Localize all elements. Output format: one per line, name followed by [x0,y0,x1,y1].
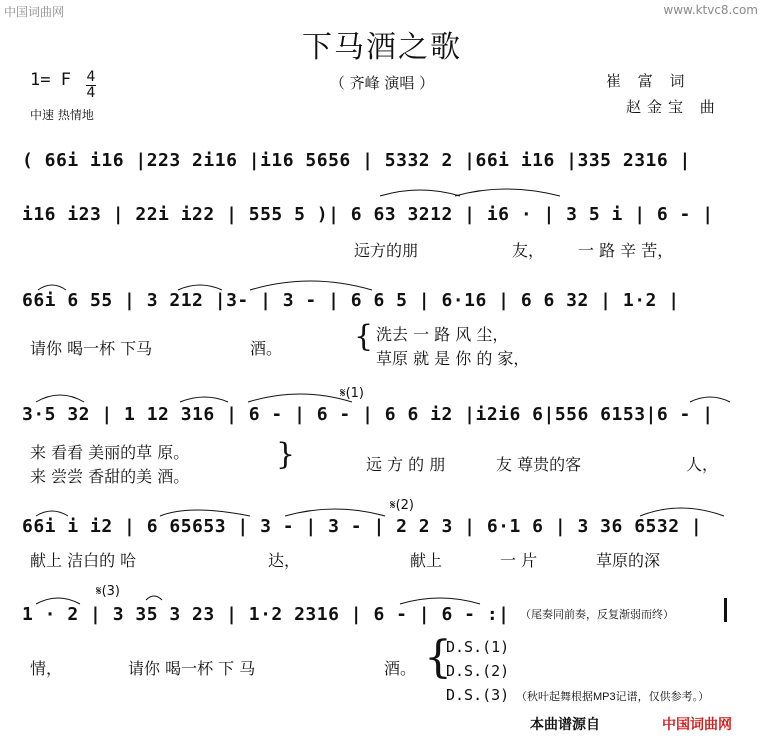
lyric-row-1a: 远方的朋 [354,241,419,260]
lyric-row-1c: 一 路 辛 苦， [578,241,674,260]
lyric-row-1b: 友， [512,241,545,260]
outro-note: （尾奏同前奏，反复渐弱而终） [520,609,674,621]
lyric-row-5a: 情， [30,659,63,678]
tempo-marking: 中速 热情地 [30,108,94,122]
key-signature: 1= F [30,70,71,90]
segno-1: 𝄋(1) [340,386,365,401]
score-line-1: ( 66i i16 |223 2i16 |i16 5656 | 5332 2 |66i i16 |335 2316 | [22,150,691,171]
watermark-left: 中国词曲网 [4,5,65,19]
ds-3: D.S.(3) [446,686,510,704]
lyric-row-4c: 献上 [410,551,443,570]
ds-3-note: （秋叶起舞根据MP3记谱，仅供参考。） [516,691,710,703]
song-title: 下马酒之歌 [302,30,462,65]
time-sig-top: 4 [86,69,96,85]
segno-3: 𝄋(3) [96,584,121,599]
watermark-right: www.ktvc8.com [663,3,758,17]
lyric-brace-2: } [276,437,296,472]
lyric-row-3b-a: 远 方 的 朋 [366,455,446,474]
final-barline [724,598,727,622]
score-line-5: 66i i i2 | 6 65653 | 3 - | 3 - | 2 2 3 | 6·1 6 | 3 36 6532 | [22,516,703,537]
time-sig-bottom: 4 [86,85,96,101]
segno-1-label: (1) [345,386,365,401]
lyric-row-4b: 达， [268,551,301,570]
ds-brace: { [424,632,452,683]
lyric-row-4d: 一 片 [500,551,538,570]
lyric-row-4a: 献上 洁白的 哈 [30,551,137,570]
footer-source-label: 本曲谱源自 [530,717,600,733]
footer-site-name[interactable]: 中国词曲网 [662,717,732,733]
segno-3-label: (3) [101,584,121,599]
lyric-row-5c: 酒。 [384,659,417,678]
score-line-4: 3·5 32 | 1 12 316 | 6 - | 6 - | 6 6 i2 |i2i6 6|556 6153|6 - | [22,404,714,425]
lyric-row-2b: 酒。 [250,339,283,358]
lyric-row-3b-b: 友 尊贵的客 [496,455,582,474]
lyric-row-2-verse1: 洗去 一 路 风 尘， [376,325,509,344]
lyric-row-3b-c: 人， [686,455,719,474]
lyric-row-3-verse1: 来 看看 美丽的草 原。 [30,443,190,462]
lyric-row-5b: 请你 喝一杯 下 马 [128,659,256,678]
lyric-row-2-verse2: 草原 就 是 你 的 家， [376,349,530,368]
lyric-brace-1: { [354,319,374,354]
composer-credit: 赵金宝 曲 [626,98,721,116]
segno-2-label: (2) [395,498,415,513]
score-line-6: 1 · 2 | 3 35 3 23 | 1·2 2316 | 6 - | 6 - :| [22,604,510,625]
singer-credit: （ 齐峰 演唱 ） [329,74,435,92]
score-line-2: i16 i23 | 22i i22 | 555 5 )| 6 63 3212 | i6 · | 3 5 i | 6 - | [22,204,714,225]
lyric-row-2a: 请你 喝一杯 下马 [30,339,153,358]
ds-1: D.S.(1) [446,638,510,656]
ds-2: D.S.(2) [446,662,510,680]
segno-2: 𝄋(2) [390,498,415,513]
lyricist-credit: 崔 富 词 [606,72,691,90]
lyric-row-4e: 草原的深 [596,551,661,570]
lyric-row-3-verse2: 来 尝尝 香甜的美 酒。 [30,467,190,486]
score-line-3: 66i 6 55 | 3 212 |3- | 3 - | 6 6 5 | 6·16 | 6 6 32 | 1·2 | [22,290,680,311]
